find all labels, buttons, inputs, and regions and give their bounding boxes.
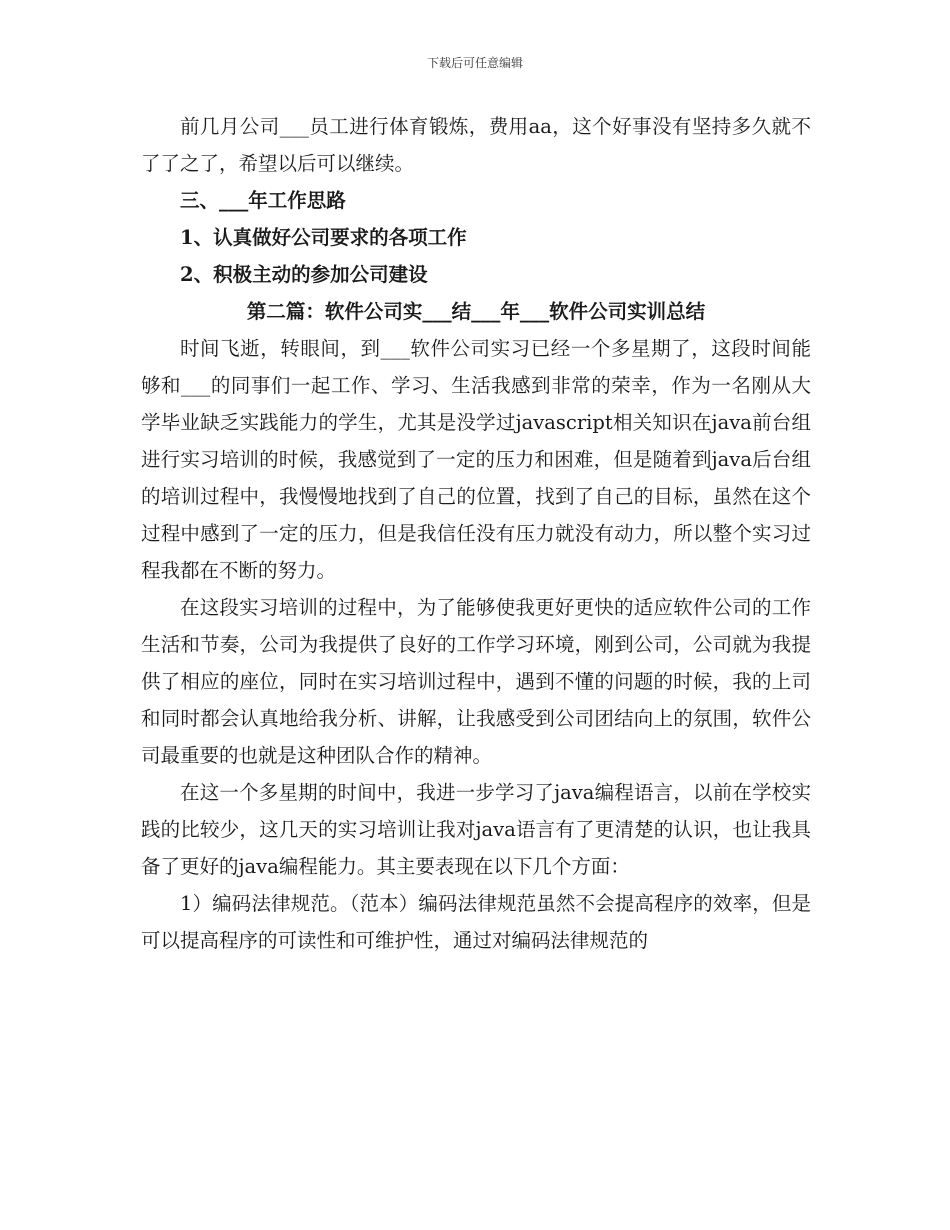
paragraph-environment: 在这段实习培训的过程中，为了能够使我更好更快的适应软件公司的工作生活和节奏，公司为我提供了良好的工作学习环境，刚到公司，公司就为我提供了相应的座位，同时在实习培训过程中，遇到不懂的问题的时候，我的上司和同时都会认真地给我分析、讲解，让我感受到公司团结向上的氛围，软件公司最重要的也就是这种团队合作的精神。 [141,596,811,767]
chapter-title: 第二篇：软件公司实___结___年___软件公司实训总结 [246,300,706,323]
section-heading-work-plan: 三、___年工作思路 [180,189,346,212]
paragraph-learning: 在这一个多星期的时间中，我进一步学习了java编程语言，以前在学校实践的比较少，这几天的实习培训让我对java语言有了更清楚的认识，也让我具备了更好的java编程能力。其主要表现在以下几个方面： [141,781,811,878]
paragraph-coding-standards: 1）编码法律规范。（范本）编码法律规范虽然不会提高程序的效率，但是可以提高程序的可读性和可维护性，通过对编码法律规范的 [141,892,811,952]
paragraph-intro: 时间飞逝，转眼间，到___软件公司实习已经一个多星期了，这段时间能够和___的同事们一起工作、学习、生活我感到非常的荣幸，作为一名刚从大学毕业缺乏实践能力的学生，尤其是没学过javascript相关知识在java前台组进行实习培训的时候，我感觉到了一定的压力和困难，但是随着到java后台组的培训过程中，我慢慢地找到了自己的位置，找到了自己的目标，虽然在这个过程中感到了一定的压力，但是我信任没有压力就没有动力，所以整个实习过程我都在不断的努力。 [141,337,811,582]
page-header: 下载后可任意编辑 [426,56,523,70]
paragraph-sports-activity: 前几月公司___员工进行体育锻炼，费用aa，这个好事没有坚持多久就不了了之了，希望以后可以继续。 [141,115,811,175]
list-item-2: 2、积极主动的参加公司建设 [180,263,428,286]
list-item-1: 1、认真做好公司要求的各项工作 [180,226,467,249]
document-body [141,108,811,959]
